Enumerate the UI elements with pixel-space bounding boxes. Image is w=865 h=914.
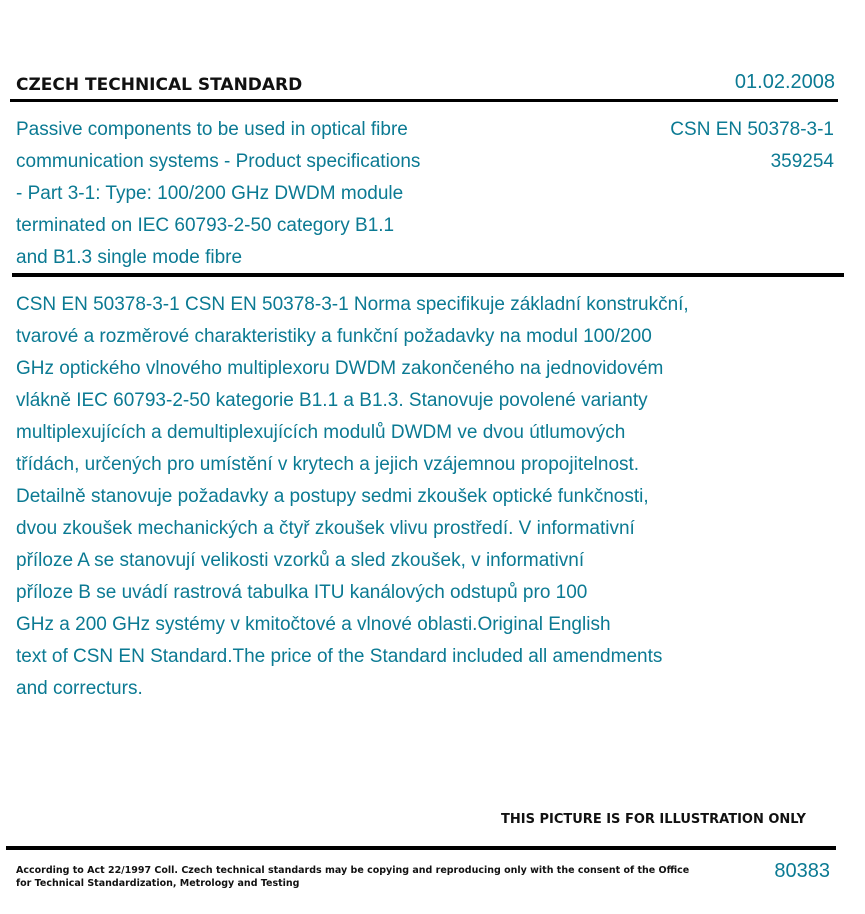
description-line: příloze A se stanovují velikosti vzorků a sled zkoušek, v informativní	[16, 550, 585, 571]
standard-title	[16, 114, 536, 274]
description-line: CSN EN 50378-3-1 CSN EN 50378-3-1 Norma specifikuje základní konstrukční,	[16, 294, 689, 315]
standard-identifiers	[670, 114, 834, 178]
document-id: 80383	[774, 860, 830, 882]
legal-notice-line: According to Act 22/1997 Coll. Czech technical standards may be copying and reproducing only with the consent of the Office	[16, 865, 690, 876]
description-line: GHz a 200 GHz systémy v kmitočtové a vlnové oblasti.Original English	[16, 614, 611, 635]
standard-description	[16, 289, 836, 705]
document-date: 01.02.2008	[734, 71, 835, 93]
standard-code: CSN EN 50378-3-1	[670, 119, 834, 140]
standard-title-line: and B1.3 single mode fibre	[16, 247, 243, 268]
illustration-note: THIS PICTURE IS FOR ILLUSTRATION ONLY	[501, 812, 806, 827]
legal-notice	[16, 864, 689, 890]
description-line: vlákně IEC 60793-2-50 kategorie B1.1 a B1.3. Stanovuje povolené varianty	[16, 390, 648, 411]
description-line: and correcturs.	[16, 678, 143, 699]
description-line: tvarové a rozměrové charakteristiky a funkční požadavky na modul 100/200	[16, 326, 652, 347]
description-line: dvou zkoušek mechanických a čtyř zkoušek vlivu prostředí. V informativní	[16, 518, 635, 539]
description-line: multiplexujících a demultiplexujících modulů DWDM ve dvou útlumových	[16, 422, 626, 443]
standard-title-line: Passive components to be used in optical fibre	[16, 119, 408, 140]
middle-divider	[12, 273, 844, 277]
catalog-number: 359254	[770, 151, 834, 172]
description-line: příloze B se uvádí rastrová tabulka ITU kanálových odstupů pro 100	[16, 582, 588, 603]
description-line: třídách, určených pro umístění v krytech a jejich vzájemnou propojitelnost.	[16, 454, 640, 475]
top-divider	[10, 99, 838, 102]
legal-notice-line: for Technical Standardization, Metrology and Testing	[16, 878, 300, 889]
standard-title-line: communication systems - Product specifications	[16, 151, 421, 172]
description-line: text of CSN EN Standard.The price of the Standard included all amendments	[16, 646, 663, 667]
description-line: GHz optického vlnového multiplexoru DWDM zakončeného na jednovidovém	[16, 358, 664, 379]
bottom-divider	[6, 846, 836, 850]
standard-title-line: - Part 3-1: Type: 100/200 GHz DWDM module	[16, 183, 404, 204]
standard-title-line: terminated on IEC 60793-2-50 category B1.1	[16, 215, 395, 236]
description-line: Detailně stanovuje požadavky a postupy sedmi zkoušek optické funkčnosti,	[16, 486, 649, 507]
document-header-title: CZECH TECHNICAL STANDARD	[16, 75, 303, 95]
